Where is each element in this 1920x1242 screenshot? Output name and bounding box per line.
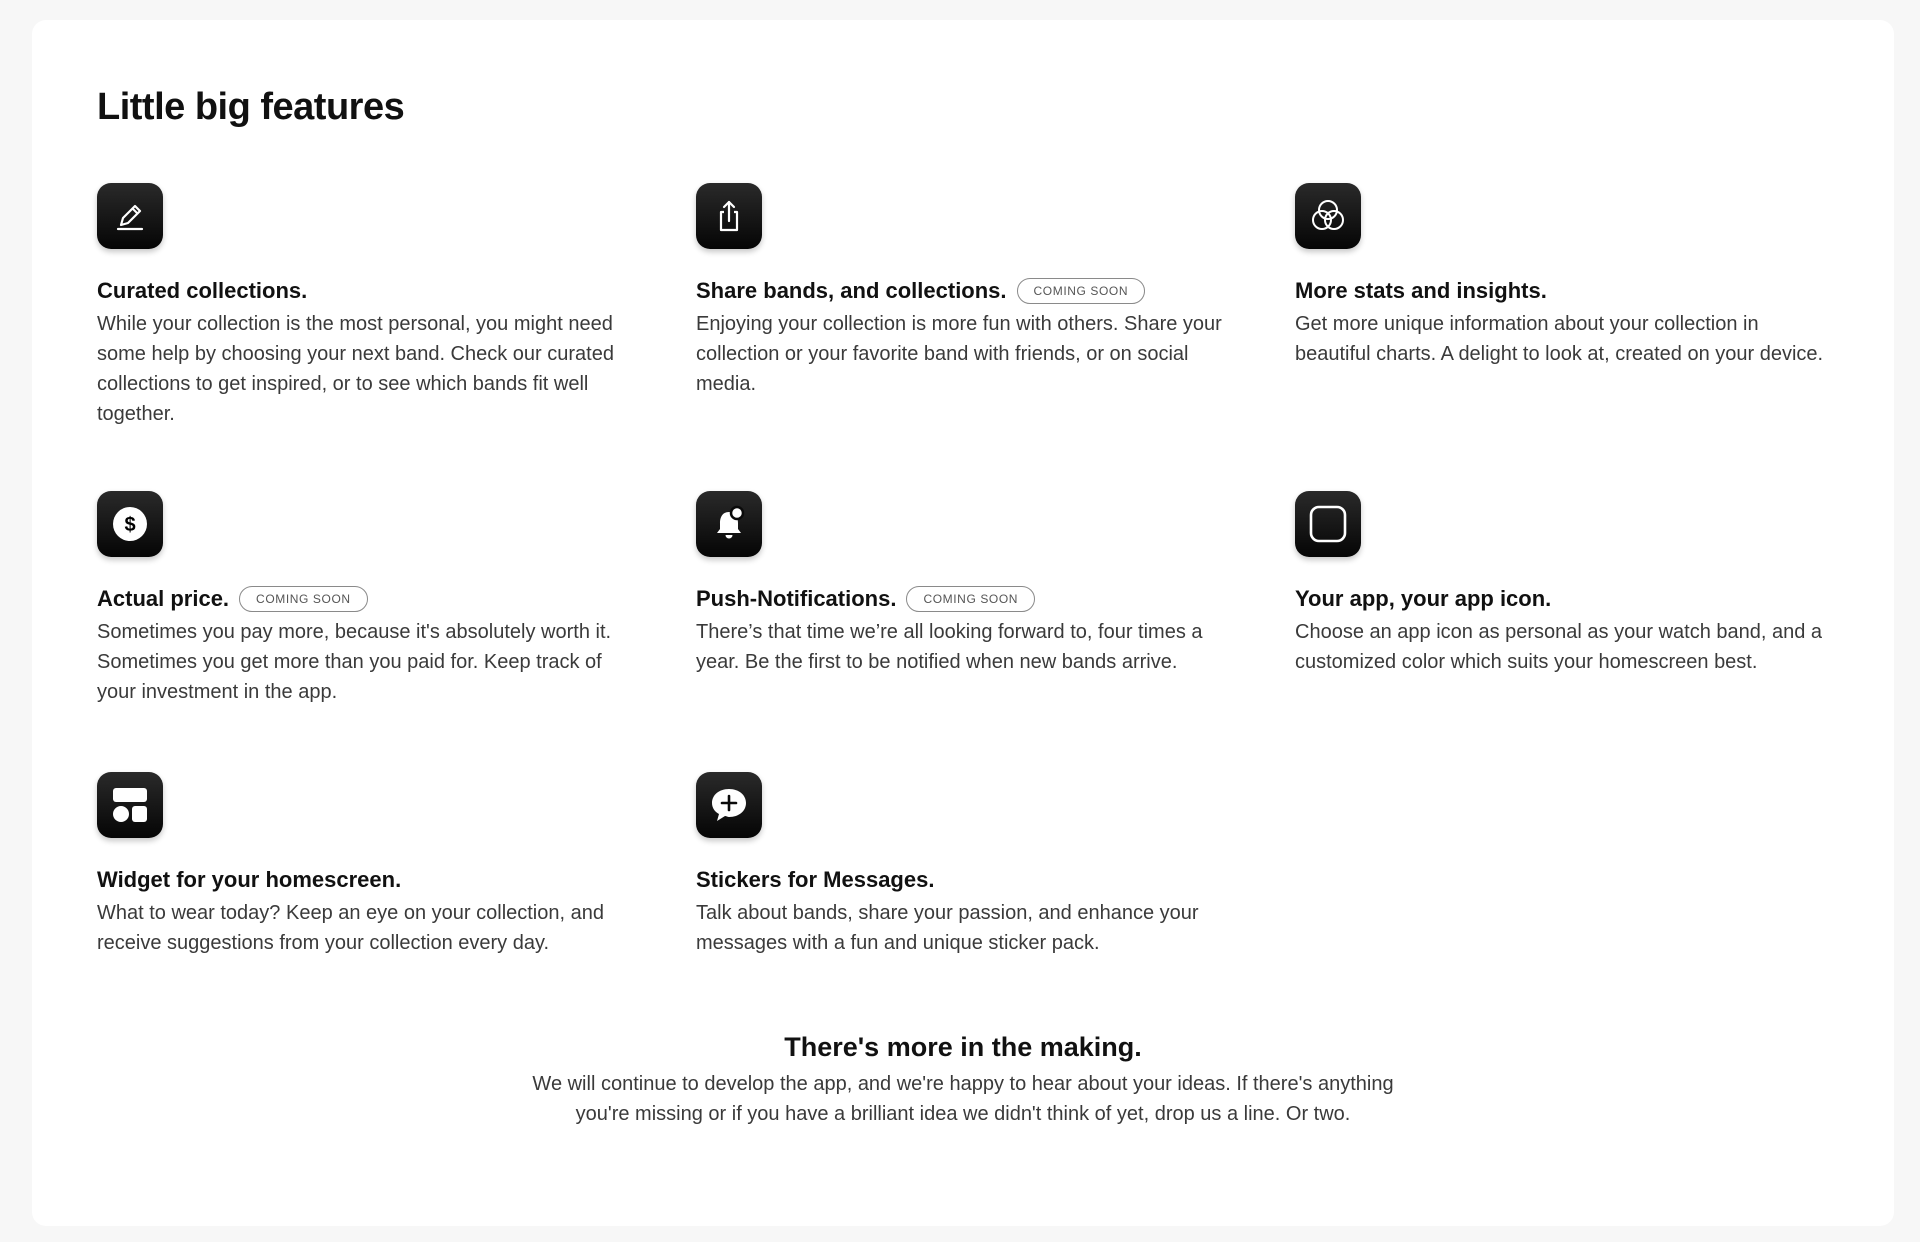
coming-soon-badge: COMING SOON (1017, 278, 1146, 304)
feature-title: More stats and insights. (1295, 278, 1547, 303)
svg-text:$: $ (124, 514, 136, 536)
feature-description: Sometimes you pay more, because it's absolutely worth it. Sometimes you get more than you paid for. Keep track of your investment in the app. (97, 621, 612, 703)
feature-widget (97, 772, 632, 958)
footer-text: We will continue to develop the app, and we're happy to hear about your ideas. If there's anything you're missing or if you have a brilliant idea we didn't think of yet, drop us a line. Or two. (532, 1073, 1394, 1125)
features-card (32, 20, 1894, 1226)
feature-push-notifications (696, 491, 1231, 677)
app-square-icon (1295, 491, 1361, 557)
feature-title: Share bands, and collections. (696, 278, 1007, 303)
feature-actual-price (97, 491, 632, 707)
coming-soon-badge: COMING SOON (906, 586, 1035, 612)
feature-description: What to wear today? Keep an eye on your collection, and receive suggestions from your collection every day. (97, 902, 604, 954)
message-plus-icon (696, 772, 762, 838)
feature-title: Curated collections. (97, 278, 308, 303)
circles-icon (1295, 183, 1361, 249)
feature-share (696, 183, 1231, 399)
feature-description: Enjoying your collection is more fun with others. Share your collection or your favorite band with friends, or on social media. (696, 313, 1222, 395)
feature-title: Push-Notifications. (696, 586, 897, 611)
feature-curated-collections (97, 183, 632, 429)
feature-description: Get more unique information about your collection in beautiful charts. A delight to look at, created on your device. (1295, 313, 1824, 365)
pencil-icon (97, 183, 163, 249)
dollar-icon (97, 491, 163, 557)
feature-stickers (696, 772, 1231, 958)
feature-title: Actual price. (97, 586, 230, 611)
feature-description: Talk about bands, share your passion, and enhance your messages with a fun and unique sticker pack. (696, 902, 1199, 954)
feature-title: Stickers for Messages. (696, 867, 935, 892)
widget-icon (97, 772, 163, 838)
feature-description: There’s that time we’re all looking forward to, four times a year. Be the first to be notified when new bands arrive. (696, 621, 1203, 673)
bell-badge-icon (696, 491, 762, 557)
feature-description: Choose an app icon as personal as your watch band, and a customized color which suits your homescreen best. (1295, 621, 1823, 673)
feature-title: Widget for your homescreen. (97, 867, 402, 892)
footer-title: There's more in the making. (784, 1032, 1142, 1062)
share-icon (696, 183, 762, 249)
feature-app-icon (1295, 491, 1830, 677)
coming-soon-badge: COMING SOON (239, 586, 368, 612)
footer-section (32, 1032, 1894, 1129)
section-title: Little big features (97, 86, 405, 128)
feature-stats (1295, 183, 1830, 369)
feature-title: Your app, your app icon. (1295, 586, 1552, 611)
feature-description: While your collection is the most personal, you might need some help by choosing your next band. Check our curated collections to get inspired, or to see which bands fit well together. (97, 313, 614, 425)
